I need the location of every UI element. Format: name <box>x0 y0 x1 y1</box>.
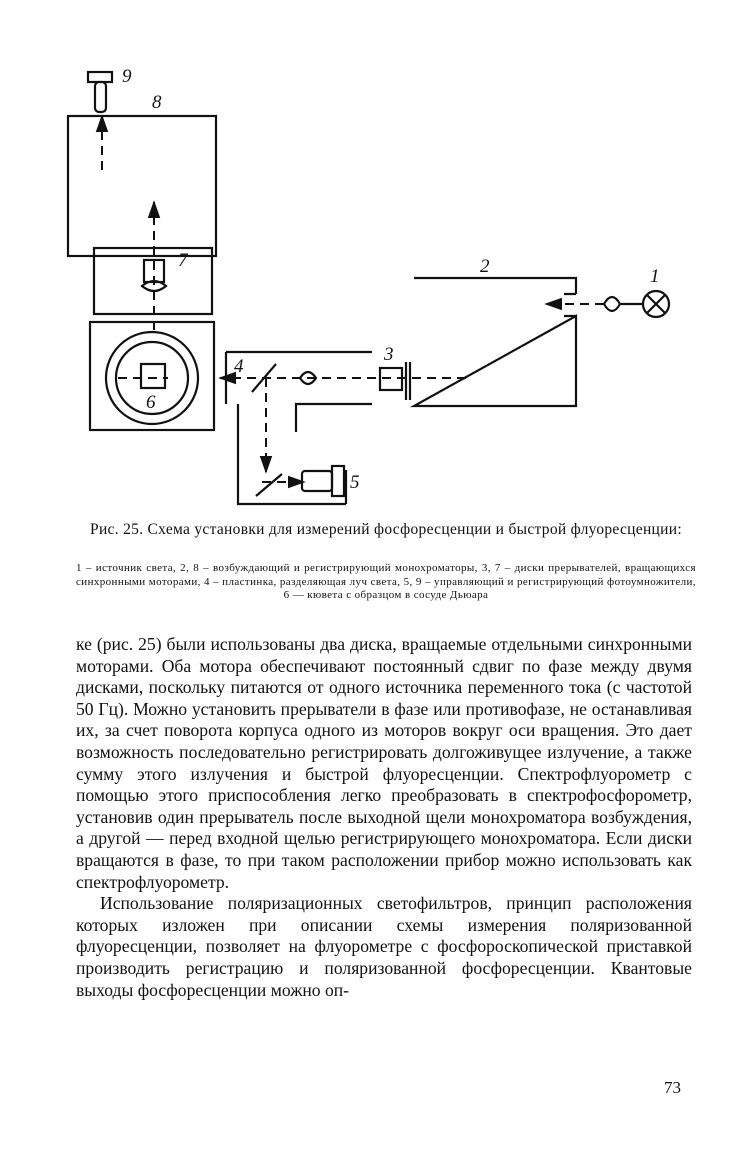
light-source-1 <box>604 291 669 317</box>
label-4: 4 <box>234 356 244 377</box>
excitation-monochromator-2 <box>414 278 576 406</box>
label-3: 3 <box>384 344 394 365</box>
label-7: 7 <box>178 250 188 271</box>
label-2: 2 <box>480 256 490 277</box>
page-number: 73 <box>664 1078 681 1097</box>
figure-caption-title: Рис. 25. Схема установки для измерений фосфоресценции и быстрой флуоресценции: <box>90 521 682 538</box>
apparatus-diagram <box>0 0 754 520</box>
registering-monochromator-8 <box>68 116 216 256</box>
dewar-cuvette-6 <box>90 322 214 430</box>
paragraph-2: Использование поляризационных светофильтров, принцип расположения которых изложен при описании схемы измерения поляризованной флуоресценции, позволяет на флуорометре с фосфороскопической приставкой производить регистрацию и поляризованной фосфоресценции. Квантовые выходы фосфоресценции можно оп- <box>76 893 692 1000</box>
label-9: 9 <box>122 66 132 87</box>
paragraph-1: ке (рис. 25) были использованы два диска, вращаемые отдельными синхронными моторами. Оба мотора обеспечивают постоянный сдвиг по фазе между двумя дисками, поскольку питаются от одного источника переменного тока (с частотой 50 Гц). Можно установить прерыватели в фазе или противофазе, не останавливая их, за счет поворота корпуса одного из моторов вокруг оси вращения. Это дает возможность последовательно регистрировать долгоживущее излучение, а также сумму этого излучения и быстрой флуоресценции. Спектрофлуорометр с помощью этого приспособления легко преобразовать в спектрофосфорометр, установив один прерыватель после выходной щели монохроматора возбуждения, а другой — перед входной щелью регистрирующего монохроматора. Если диски вращаются в фазе, то при таком расположении прибор можно использовать как спектрофлуорометр. <box>76 634 692 892</box>
figure-caption-legend: 1 – источник света, 2, 8 – возбуждающий и регистрирующий монохроматоры, 3, 7 – диски прерывателей, вращающихся синхронными моторами, 4 – пластинка, разделяющая луч света, 5, 9 – управляющий и регистрирующий фотоумножители, 6 — кювета с образцом в сосуде Дьюара <box>76 562 696 601</box>
label-1: 1 <box>650 266 660 287</box>
main-text <box>76 634 692 1001</box>
label-5: 5 <box>350 472 360 493</box>
label-6: 6 <box>146 392 156 413</box>
chopper-disc-3 <box>380 362 410 400</box>
photomultiplier-9 <box>88 72 112 112</box>
label-8: 8 <box>152 92 162 113</box>
